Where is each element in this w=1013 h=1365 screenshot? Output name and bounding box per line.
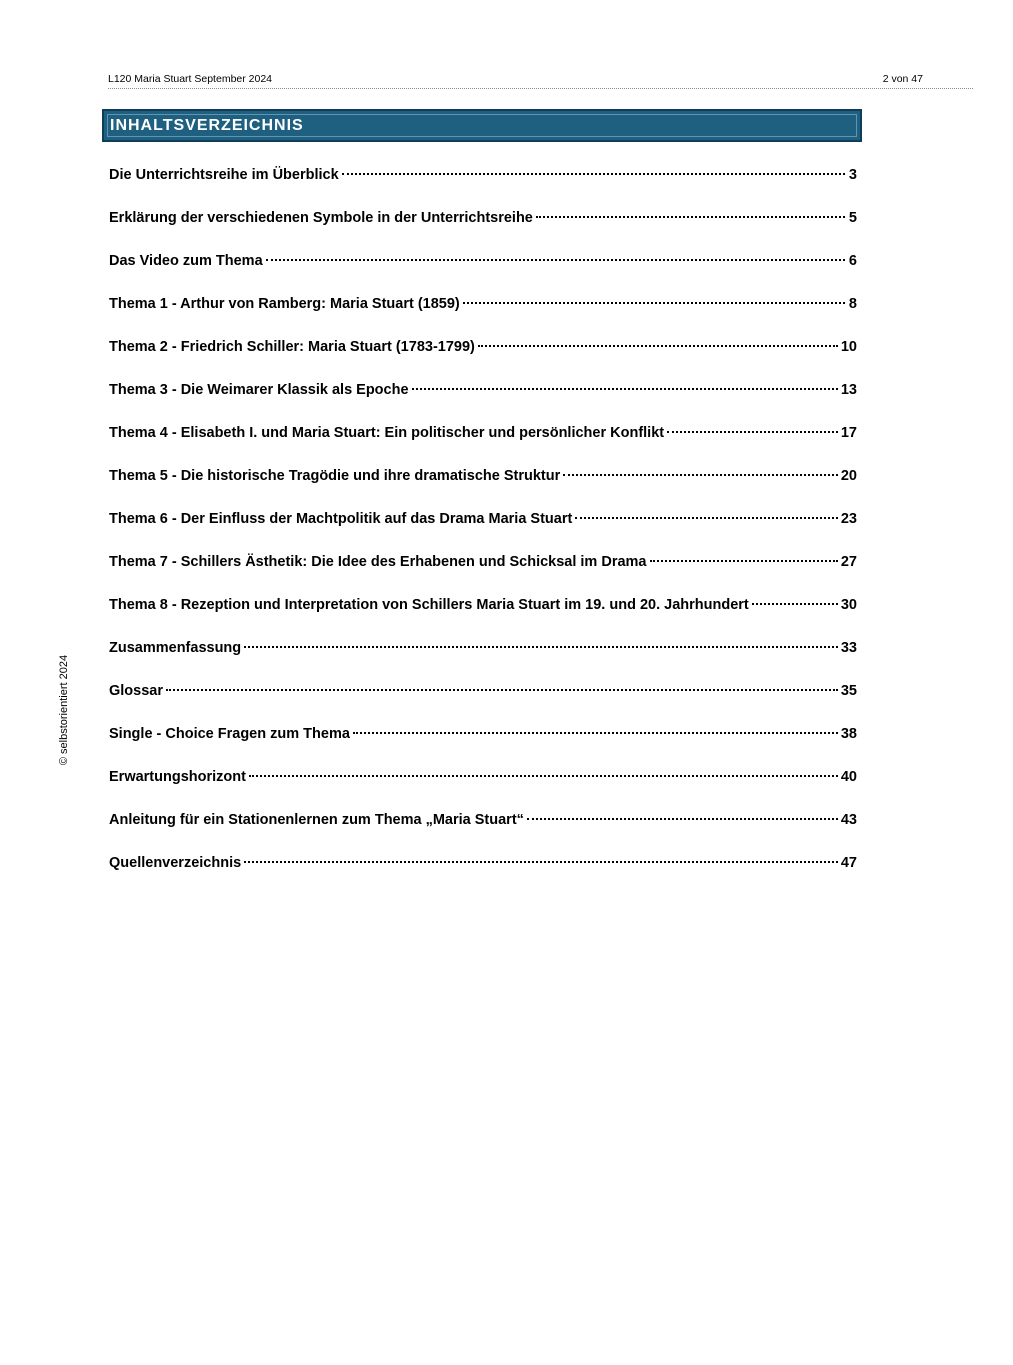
toc-entry[interactable] [109,466,857,509]
toc-entry-page[interactable]: 13 [840,382,857,398]
page-number: 2 von 47 [882,73,923,85]
toc-entry-label[interactable]: Thema 5 - Die historische Tragödie und ihre dramatische Struktur [109,468,561,484]
toc-dot-leader [752,603,838,605]
toc-entry-page[interactable]: 43 [840,812,857,828]
table-of-contents [109,165,857,896]
toc-entry[interactable] [109,509,857,552]
toc-dot-leader [575,517,838,519]
toc-dot-leader [353,732,838,734]
toc-entry-label[interactable]: Thema 8 - Rezeption und Interpretation von Schillers Maria Stuart im 19. und 20. Jahrhundert [109,597,749,613]
toc-entry[interactable] [109,251,857,294]
running-header [108,72,973,89]
toc-dot-leader [412,388,838,390]
toc-entry[interactable] [109,638,857,681]
toc-dot-leader [244,646,838,648]
toc-entry-label[interactable]: Thema 6 - Der Einfluss der Machtpolitik auf das Drama Maria Stuart [109,511,573,527]
toc-dot-leader [478,345,838,347]
toc-entry-label[interactable]: Das Video zum Thema [109,253,263,269]
toc-dot-leader [667,431,838,433]
toc-entry-label[interactable]: Quellenverzeichnis [109,855,242,871]
toc-heading-banner [102,109,862,142]
copyright-text: © selbstorientiert 2024 [58,654,70,766]
copyright-sidebar [57,645,71,775]
toc-entry-page[interactable]: 17 [840,425,857,441]
toc-entry-page[interactable]: 30 [840,597,857,613]
toc-dot-leader [536,216,845,218]
toc-entry-page[interactable]: 38 [840,726,857,742]
toc-entry-label[interactable]: Thema 4 - Elisabeth I. und Maria Stuart: Ein politischer und persönlicher Konflikt [109,425,665,441]
toc-dot-leader [563,474,838,476]
toc-dot-leader [527,818,838,820]
toc-entry[interactable] [109,595,857,638]
toc-entry[interactable] [109,423,857,466]
document-title: L120 Maria Stuart September 2024 [108,73,273,85]
toc-entry[interactable] [109,380,857,423]
toc-entry-page[interactable]: 5 [848,210,857,226]
toc-entry-page[interactable]: 8 [848,296,857,312]
toc-entry[interactable] [109,681,857,724]
toc-entry-label[interactable]: Thema 1 - Arthur von Ramberg: Maria Stuart (1859) [109,296,460,312]
toc-entry[interactable] [109,767,857,810]
toc-entry-page[interactable]: 33 [840,640,857,656]
toc-entry-label[interactable]: Erwartungshorizont [109,769,246,785]
toc-entry-page[interactable]: 23 [840,511,857,527]
toc-entry-label[interactable]: Thema 2 - Friedrich Schiller: Maria Stuart (1783-1799) [109,339,475,355]
toc-entry-page[interactable]: 27 [840,554,857,570]
toc-entry[interactable] [109,724,857,767]
toc-entry-label[interactable]: Anleitung für ein Stationenlernen zum Thema „Maria Stuart“ [109,812,524,828]
toc-entry[interactable] [109,208,857,251]
toc-entry-page[interactable]: 40 [840,769,857,785]
toc-dot-leader [266,259,845,261]
toc-dot-leader [166,689,838,691]
toc-entry-page[interactable]: 10 [840,339,857,355]
toc-dot-leader [463,302,845,304]
toc-entry-page[interactable]: 35 [840,683,857,699]
toc-entry-page[interactable]: 47 [840,855,857,871]
toc-dot-leader [650,560,838,562]
toc-entry-label[interactable]: Glossar [109,683,163,699]
toc-heading: INHALTSVERZEICHNIS [110,117,304,134]
toc-entry[interactable] [109,294,857,337]
toc-entry[interactable] [109,337,857,380]
toc-entry-label[interactable]: Zusammenfassung [109,640,242,656]
toc-entry-label[interactable]: Die Unterrichtsreihe im Überblick [109,167,339,183]
toc-entry-label[interactable]: Thema 3 - Die Weimarer Klassik als Epoche [109,382,409,398]
toc-entry[interactable] [109,810,857,853]
toc-dot-leader [244,861,838,863]
toc-entry-label[interactable]: Erklärung der verschiedenen Symbole in der Unterrichtsreihe [109,210,533,226]
toc-entry[interactable] [109,165,857,208]
toc-entry[interactable] [109,552,857,595]
toc-entry-page[interactable]: 3 [848,167,857,183]
toc-entry-page[interactable]: 6 [848,253,857,269]
toc-entry-page[interactable]: 20 [840,468,857,484]
toc-dot-leader [342,173,845,175]
toc-entry-label[interactable]: Thema 7 - Schillers Ästhetik: Die Idee des Erhabenen und Schicksal im Drama [109,554,647,570]
toc-entry-label[interactable]: Single - Choice Fragen zum Thema [109,726,350,742]
toc-entry[interactable] [109,853,857,896]
toc-dot-leader [249,775,838,777]
